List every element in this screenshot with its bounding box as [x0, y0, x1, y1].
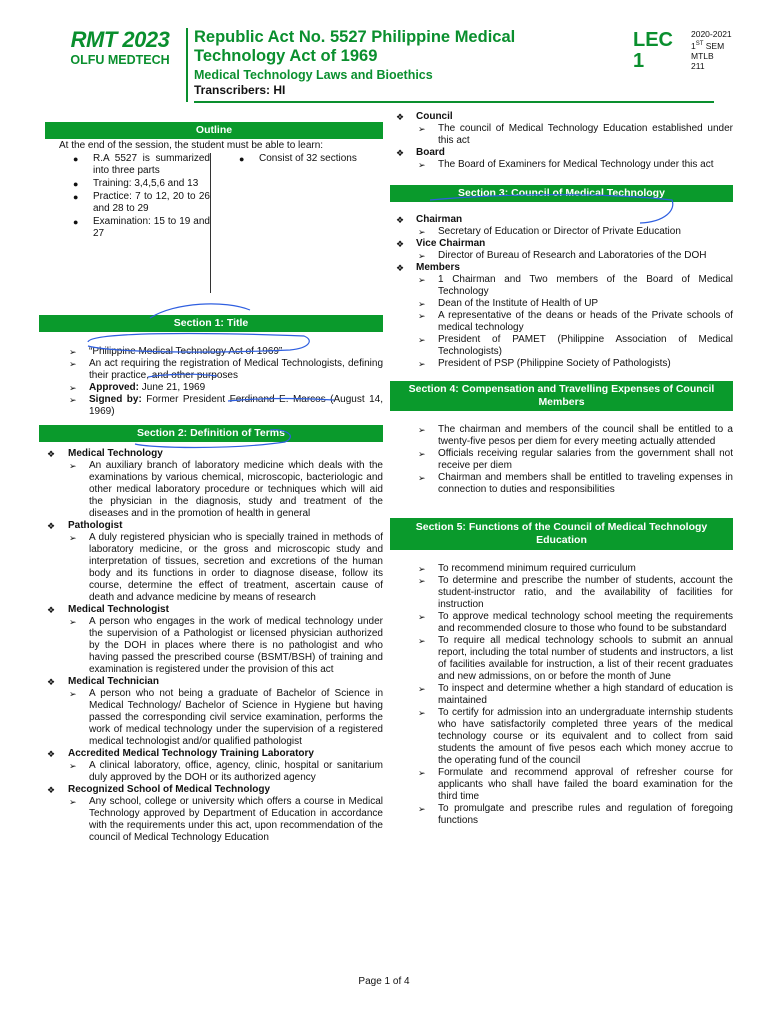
arrow-bullet-icon: ➢	[69, 617, 77, 627]
list-item: ➢ Dean of the Institute of Health of UP	[418, 298, 599, 309]
arrow-bullet-icon: ➢	[69, 359, 77, 369]
diamond-bullet-icon: ❖	[47, 785, 56, 795]
members-heading: ❖ Members	[396, 262, 460, 273]
brand-block	[50, 28, 190, 68]
term-heading: ❖ Council	[396, 111, 453, 122]
lecture-badge	[633, 30, 673, 72]
outline-bullet: ● Consist of 32 sections	[239, 153, 357, 164]
section1-heading: Section 1: Title	[39, 315, 383, 332]
arrow-bullet-icon: ➢	[418, 311, 426, 321]
arrow-bullet-icon: ➢	[418, 564, 426, 574]
arrow-bullet-icon: ➢	[418, 359, 426, 369]
arrow-bullet-icon: ➢	[418, 425, 426, 435]
chairman-value: ➢ Secretary of Education or Director of Private Education	[418, 226, 681, 237]
section2-heading: Section 2: Definition of Terms	[39, 425, 383, 442]
bullet-dot-icon: ●	[73, 192, 79, 202]
lecture-label: LEC	[633, 29, 673, 51]
arrow-bullet-icon: ➢	[418, 251, 426, 261]
list-item: ➢ President of PAMET (Philippine Association of Medical Technologists)	[418, 334, 733, 357]
arrow-bullet-icon: ➢	[418, 768, 426, 778]
term-heading: ❖ Recognized School of Medical Technology	[47, 784, 271, 795]
list-item: ➢ To inspect and determine whether a high standard of education is maintained	[418, 683, 733, 706]
list-item: ➢ Approved: June 21, 1969	[69, 382, 206, 393]
arrow-bullet-icon: ➢	[418, 636, 426, 646]
section3-heading: Section 3: Council of Medical Technology	[390, 185, 733, 202]
transcribers: Transcribers: HI	[194, 83, 286, 97]
arrow-bullet-icon: ➢	[418, 449, 426, 459]
term-definition: ➢ A duly registered physician who is specially trained in methods of laboratory medicine, or the gross and microscopic study and interpretation of tissues, secretion and excretions of the human body and its functions in order to diagnose disease, follow its course, determine the effect of treatment, ascertain cause of death and advance medicine by means of research	[69, 532, 383, 603]
outline-heading: Outline	[45, 122, 383, 139]
brand-logo: RMT 2023	[70, 27, 170, 52]
list-item: ➢ To certify for admission into an undergraduate internship students who have satisfactorily completed three years of the medical technology course or its equivalent and to collect from said students the amount of five pesos each which money accrue to the operating fund of the council	[418, 707, 733, 766]
arrow-bullet-icon: ➢	[418, 612, 426, 622]
list-item: ➢ To determine and prescribe the number of students, account the student-instructor ratio, and the availability of facilities for instruction	[418, 575, 733, 610]
arrow-bullet-icon: ➢	[418, 275, 426, 285]
arrow-bullet-icon: ➢	[69, 395, 77, 405]
list-item: ➢ An act requiring the registration of Medical Technologists, defining their practice, and other purposes	[69, 358, 383, 381]
diamond-bullet-icon: ❖	[396, 263, 405, 273]
bullet-dot-icon: ●	[239, 154, 245, 164]
semester: 1ST SEM	[691, 40, 725, 51]
list-item: ➢ 1 Chairman and Two members of the Board of Medical Technology	[418, 274, 733, 297]
bullet-dot-icon: ●	[73, 154, 79, 164]
diamond-bullet-icon: ❖	[47, 677, 56, 687]
term-definition: ➢ An auxiliary branch of laboratory medicine which deals with the examinations by various chemical, microscopic, bacteriologic and other medical laboratory procedure or techniques which will aid the physician in the diagnosis, study and treatment of the diseases and in the promotion of health in general	[69, 460, 383, 519]
term-definition: ➢ Any school, college or university which offers a course in Medical Technology approved by Department of Education in accordance with the requirements under this act, upon recommendation of the council of Medical Technology Education	[69, 796, 383, 843]
term-heading: ❖ Medical Technician	[47, 676, 159, 687]
arrow-bullet-icon: ➢	[418, 804, 426, 814]
arrow-bullet-icon: ➢	[418, 124, 426, 134]
arrow-bullet-icon: ➢	[69, 797, 77, 807]
course-code: MTLB	[691, 50, 714, 61]
page-title-line2: Technology Act of 1969	[194, 47, 378, 65]
diamond-bullet-icon: ❖	[396, 148, 405, 158]
outline-col1	[39, 153, 211, 293]
arrow-bullet-icon: ➢	[418, 576, 426, 586]
school-name: OLFU MEDTECH	[70, 53, 170, 67]
term-definition: ➢ The council of Medical Technology Education established under this act	[418, 123, 733, 146]
council-board-terms	[390, 111, 733, 171]
outline-bullet: ● R.A 5527 is summarized into three parts	[73, 153, 210, 176]
page-number: Page 1 of 4	[358, 976, 410, 987]
section4-list	[390, 424, 733, 496]
outline-bullet: ● Practice: 7 to 12, 20 to 26 and 28 to 29	[73, 191, 210, 214]
vice-chairman-heading: ❖ Vice Chairman	[396, 238, 486, 249]
arrow-bullet-icon: ➢	[69, 461, 77, 471]
bullet-dot-icon: ●	[73, 179, 79, 189]
diamond-bullet-icon: ❖	[47, 521, 56, 531]
arrow-bullet-icon: ➢	[418, 684, 426, 694]
term-definition: ➢ A clinical laboratory, office, agency, clinic, hospital or sanitarium duly approved by the DOH or its authorized agency	[69, 760, 383, 783]
arrow-bullet-icon: ➢	[69, 761, 77, 771]
right-column	[390, 111, 733, 827]
arrow-bullet-icon: ➢	[69, 383, 77, 393]
arrow-bullet-icon: ➢	[418, 299, 426, 309]
lecture-number: 1	[633, 50, 645, 72]
list-item: ➢ To approve medical technology school meeting the requirements and recommended closure to those who found to be substandard	[418, 611, 733, 634]
section1-list	[39, 346, 383, 418]
list-item: ➢ Formulate and recommend approval of refresher course for applicants who shall have failed the board examination for the third time	[418, 767, 733, 802]
term-definition: ➢ A person who not being a graduate of Bachelor of Science in Medical Technology/ Bachelor of Science in Hygiene but having passed the corresponding civil service examination, performs the work of medical technology under the supervision of a registered medical technologist and/or qualified pathologist	[69, 688, 383, 747]
diamond-bullet-icon: ❖	[396, 239, 405, 249]
list-item: ➢ The chairman and members of the council shall be entitled to a twenty-five pesos per diem for every meeting actually attended	[418, 424, 733, 447]
term-heading: ❖ Pathologist	[47, 520, 123, 531]
list-item: ➢ To promulgate and prescribe rules and regulation of foregoing functions	[418, 803, 733, 826]
outline-intro: At the end of the session, the student must be able to learn:	[59, 140, 324, 151]
bullet-dot-icon: ●	[73, 217, 79, 227]
list-item: ➢ Chairman and members shall be entitled to traveling expenses in connection to duties and responsibilities	[418, 472, 733, 495]
arrow-bullet-icon: ➢	[418, 708, 426, 718]
section5-heading: Section 5: Functions of the Council of Medical Technology Education	[390, 518, 733, 550]
diamond-bullet-icon: ❖	[47, 605, 56, 615]
list-item: ➢ “Philippine Medical Technology Act of 1969”	[69, 346, 283, 357]
term-definition: ➢ The Board of Examiners for Medical Technology under this act	[418, 159, 714, 170]
arrow-bullet-icon: ➢	[418, 335, 426, 345]
diamond-bullet-icon: ❖	[47, 749, 56, 759]
term-heading: ❖ Accredited Medical Technology Training Laboratory	[47, 748, 314, 759]
outline-bullet: ● Training: 3,4,5,6 and 13	[73, 178, 199, 189]
list-item: ➢ To recommend minimum required curriculum	[418, 563, 636, 574]
list-item: ➢ Signed by: Former President Ferdinand E. Marcos (August 14, 1969)	[69, 394, 383, 417]
term-heading: ❖ Medical Technology	[47, 448, 163, 459]
diamond-bullet-icon: ❖	[396, 215, 405, 225]
section4-heading: Section 4: Compensation and Travelling Expenses of Council Members	[390, 381, 733, 411]
arrow-bullet-icon: ➢	[418, 473, 426, 483]
term-definition: ➢ A person who engages in the work of medical technology under the supervision of a Pathologist or licensed physician authorized by the DOH in places where there is no pathologist and who having passed the prescribed course (BSMT/BSH) of training and examination is registered under the provision of this act	[69, 616, 383, 675]
arrow-bullet-icon: ➢	[69, 533, 77, 543]
page-title-line1: Republic Act No. 5527 Philippine Medical	[194, 28, 516, 46]
section2-terms	[39, 448, 383, 844]
list-item: ➢ President of PSP (Philippine Society of Pathologists)	[418, 358, 671, 369]
term-heading: ❖ Board	[396, 147, 445, 158]
arrow-bullet-icon: ➢	[418, 160, 426, 170]
term-heading: ❖ Medical Technologist	[47, 604, 169, 615]
arrow-bullet-icon: ➢	[69, 347, 77, 357]
header-rule	[194, 101, 714, 103]
course-number: 211	[691, 60, 705, 71]
list-item: ➢ To require all medical technology schools to submit an annual report, including the total number of students and instructors, a list of facilities available for instruction, a list of their recent graduates and new admissions, on or before the month of June	[418, 635, 733, 682]
arrow-bullet-icon: ➢	[69, 689, 77, 699]
outline-col2	[211, 153, 371, 293]
school-year: 2020-2021	[691, 29, 732, 39]
section5-list	[390, 563, 733, 827]
arrow-bullet-icon: ➢	[418, 227, 426, 237]
header-titles	[194, 28, 594, 97]
left-column	[39, 122, 383, 844]
semester-info	[691, 29, 732, 71]
outline-bullet: ● Examination: 15 to 19 and 27	[73, 216, 210, 239]
list-item: ➢ A representative of the deans or heads of the Private schools of medical technology	[418, 310, 733, 333]
chairman-heading: ❖ Chairman	[396, 214, 463, 225]
list-item: ➢ Officials receiving regular salaries from the government shall not receive per diem	[418, 448, 733, 471]
vice-chairman-value: ➢ Director of Bureau of Research and Laboratories of the DOH	[418, 250, 707, 261]
outline-table	[39, 153, 383, 293]
page-subtitle: Medical Technology Laws and Bioethics	[194, 68, 433, 82]
diamond-bullet-icon: ❖	[396, 112, 405, 122]
header-divider	[186, 28, 188, 102]
section3-body	[390, 214, 733, 370]
diamond-bullet-icon: ❖	[47, 449, 56, 459]
